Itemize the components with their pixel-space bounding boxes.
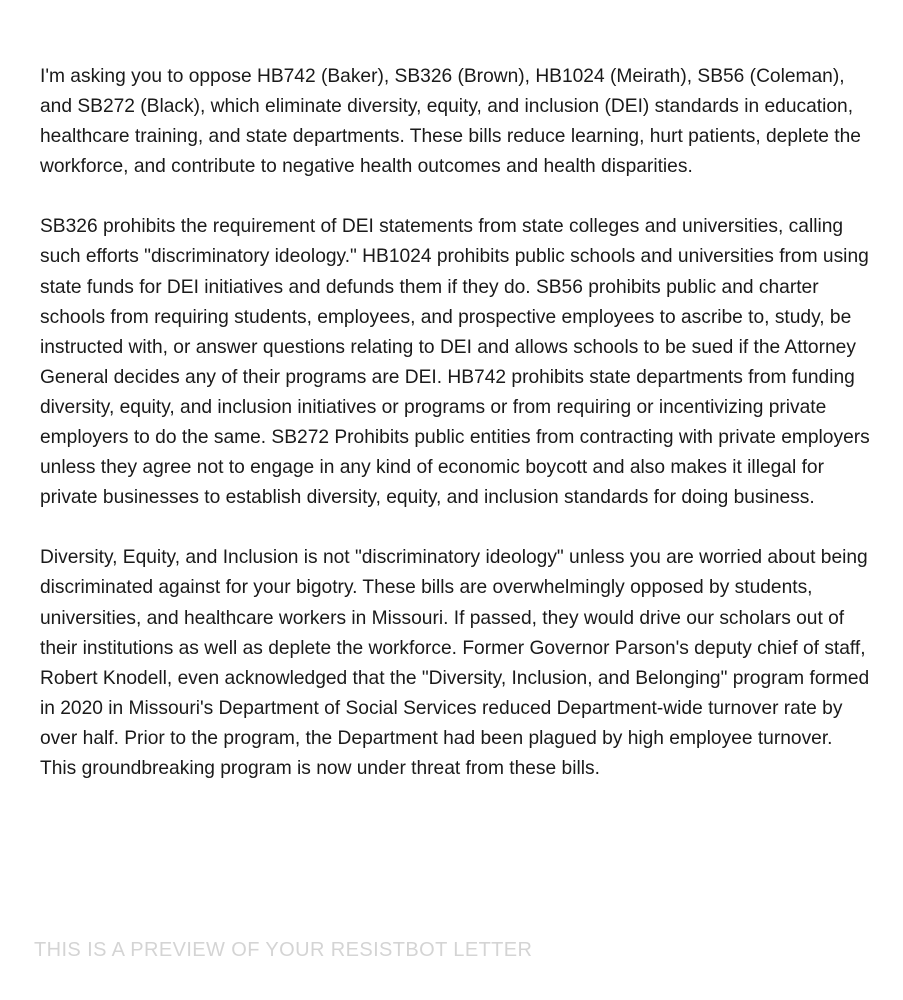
letter-paragraph-opening: I'm asking you to oppose HB742 (Baker), SB326 (Brown), HB1024 (Meirath), SB56 (Coleman), and SB272 (Black), which eliminate diversity, equity, and inclusion (DEI) standards in education, healthcare training, and state departments. These bills reduce learning, hurt patients, deplete the workforce, and contribute to negative health outcomes and health disparities. <box>40 66 861 178</box>
letter-body <box>40 62 870 814</box>
letter-paragraph-bill-details: SB326 prohibits the requirement of DEI statements from state colleges and universities, calling such efforts "discriminatory ideology." HB1024 prohibits public schools and universities from using state funds for DEI initiatives and defunds them if they do. SB56 prohibits public and charter schools from requiring students, employees, and prospective employees to ascribe to, study, be instructed with, or answer questions relating to DEI and allows schools to be sued if the Attorney General decides any of their programs are DEI. HB742 prohibits state departments from funding diversity, equity, and inclusion initiatives or programs or from requiring or incentivizing private employers to do the same. SB272 Prohibits public entities from contracting with private employers unless they agree not to engage in any kind of economic boycott and also makes it illegal for private businesses to establish diversity, equity, and inclusion standards for doing business. <box>40 216 870 509</box>
preview-notice: THIS IS A PREVIEW OF YOUR RESISTBOT LETTER <box>34 939 533 961</box>
letter-paragraph-argument: Diversity, Equity, and Inclusion is not "discriminatory ideology" unless you are worried about being discriminated against for your bigotry. These bills are overwhelmingly opposed by students, universities, and healthcare workers in Missouri. If passed, they would drive our scholars out of their institutions as well as deplete the workforce. Former Governor Parson's deputy chief of staff, Robert Knodell, even acknowledged that the "Diversity, Inclusion, and Belonging" program formed in 2020 in Missouri's Department of Social Services reduced Department-wide turnover rate by over half. Prior to the program, the Department had been plagued by high employee turnover. This groundbreaking program is now under threat from these bills. <box>40 547 870 779</box>
